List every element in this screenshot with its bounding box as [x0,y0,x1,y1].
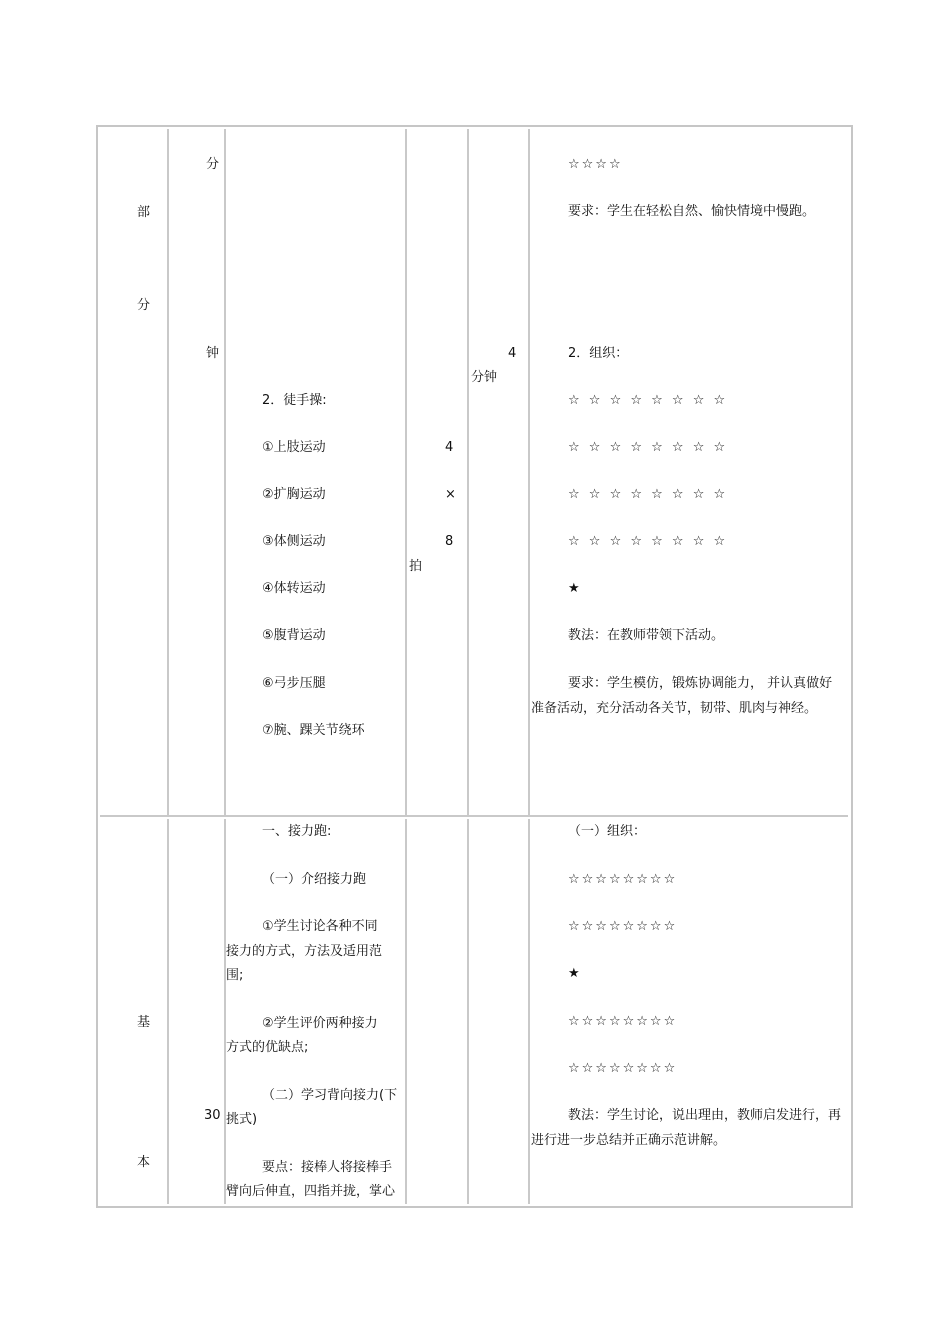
duration-number: 4 [508,346,517,361]
column-divider [467,819,469,1204]
star-formation-row: ☆☆☆☆☆☆☆☆ [568,872,678,887]
content-line: 接力的方式，方法及适用范 [226,944,383,959]
star-formation-row: ☆ ☆ ☆ ☆ ☆ ☆ ☆ ☆ [568,487,726,502]
row-divider [100,815,848,817]
exercise-item: ②扩胸运动 [262,487,326,502]
teaching-method: 教法：学生讨论，说出理由，教师启发进行，再 [568,1108,842,1123]
column-divider [467,129,469,815]
beats-times: × [445,487,456,502]
exercise-item: ⑦腕、踝关节绕环 [262,723,365,738]
content-line: 方式的优缺点; [226,1040,309,1055]
time-char: 钟 [206,346,220,361]
column-divider [167,819,169,1204]
star-formation-row: ☆ ☆ ☆ ☆ ☆ ☆ ☆ ☆ [568,440,726,455]
time-char: 分 [206,157,220,172]
time-number: 30 [204,1108,221,1123]
content-line: 挑式) [226,1112,258,1127]
column-divider [405,129,407,815]
section-label-char: 本 [137,1155,151,1170]
column-divider [405,819,407,1204]
section-label-char: 分 [137,298,151,313]
exercise-item: ①上肢运动 [262,440,326,455]
star-formation: ☆☆☆☆ [568,157,623,172]
teaching-method: 进行进一步总结并正确示范讲解。 [531,1133,727,1148]
exercise-item: ③体侧运动 [262,534,326,549]
content-line: 臂向后伸直，四指并拢，掌心 [226,1184,396,1199]
content-title: 一、接力跑: [262,824,332,839]
teacher-marker: ★ [568,966,580,981]
content-line: ①学生讨论各种不同 [262,919,378,934]
content-subtitle: （二）学习背向接力(下 [262,1088,398,1103]
content-subtitle: （一）介绍接力跑 [262,872,367,887]
column-divider [528,819,530,1204]
column-divider [167,129,169,815]
requirement-text: 要求：学生模仿，锻炼协调能力， 并认真做好 [568,676,833,691]
exercise-item: ⑥弓步压腿 [262,676,326,691]
exercise-item: ④体转运动 [262,581,326,596]
duration-unit: 分钟 [471,370,498,385]
organization-title: （一）组织： [568,824,647,839]
requirement-text: 准备活动，充分活动各关节，韧带、肌肉与神经。 [531,701,818,716]
exercise-item: ⑤腹背运动 [262,628,326,643]
content-line: 要点：接棒人将接棒手 [262,1160,393,1175]
star-formation-row: ☆☆☆☆☆☆☆☆ [568,1061,678,1076]
lesson-plan-table [96,125,853,1208]
section-label-char: 部 [137,205,151,220]
column-divider [224,129,226,815]
star-formation-row: ☆☆☆☆☆☆☆☆ [568,919,678,934]
star-formation-row: ☆ ☆ ☆ ☆ ☆ ☆ ☆ ☆ [568,534,726,549]
requirement-text: 要求：学生在轻松自然、愉快情境中慢跑。 [568,204,816,219]
content-line: ②学生评价两种接力 [262,1016,378,1031]
beats-unit: 拍 [409,559,423,574]
exercise-title: 2．徒手操: [262,393,327,408]
star-formation-row: ☆☆☆☆☆☆☆☆ [568,1014,678,1029]
star-formation-row: ☆ ☆ ☆ ☆ ☆ ☆ ☆ ☆ [568,393,726,408]
beats-number: 8 [445,534,454,549]
organization-title: 2．组织： [568,346,629,361]
column-divider [528,129,530,815]
column-divider [224,819,226,1204]
section-label-char: 基 [137,1015,151,1030]
teacher-marker: ★ [568,581,580,596]
beats-number: 4 [445,440,454,455]
content-line: 围; [226,968,244,983]
teaching-method: 教法：在教师带领下活动。 [568,628,725,643]
